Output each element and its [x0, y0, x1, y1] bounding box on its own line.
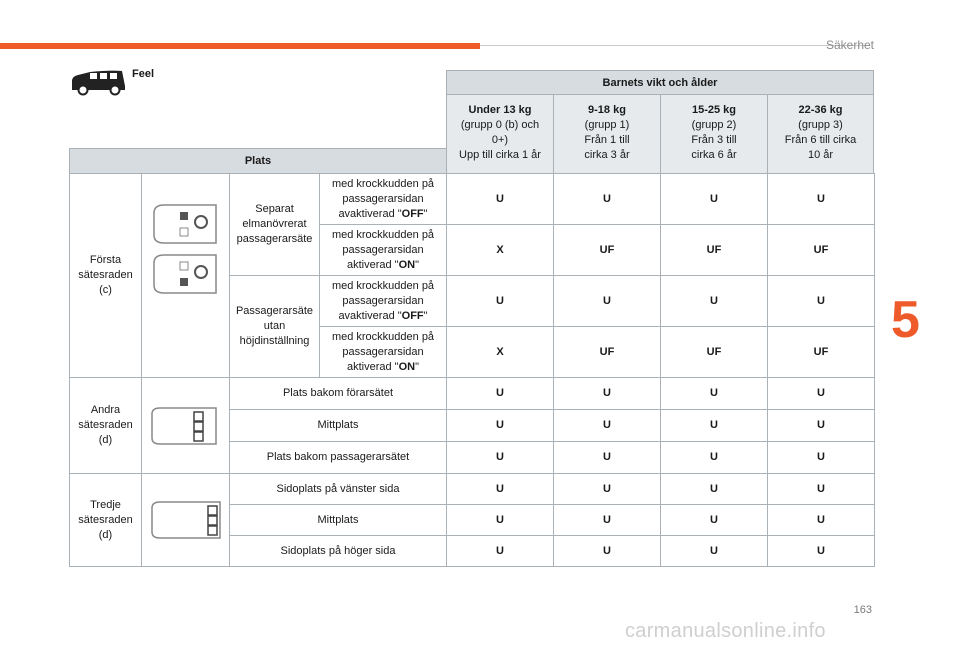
seat-type-electric: Separat elmanövrerat passagerarsäte [230, 174, 320, 276]
car-second-row-icon [146, 404, 226, 448]
page-number: 163 [853, 604, 872, 616]
value-cell: U [554, 474, 661, 505]
value-cell: U [447, 174, 554, 225]
value-cell: U [554, 410, 661, 442]
value-cell: UF [554, 327, 661, 378]
value-cell: U [554, 536, 661, 567]
place-label: Sidoplats på höger sida [230, 536, 447, 567]
value-cell: U [554, 276, 661, 327]
seat-diagram-third [142, 474, 230, 567]
airbag-state: OFF [401, 207, 424, 220]
value-cell: U [768, 505, 875, 536]
airbag-off-label: med krockkudden på passagerarsidan avaktiverad "OFF" [320, 174, 447, 225]
airbag-state: ON [398, 360, 416, 373]
value-cell: U [661, 276, 768, 327]
value-cell: U [447, 442, 554, 474]
place-label: Sidoplats på vänster sida [230, 474, 447, 505]
watermark: carmanualsonline.info [625, 620, 826, 642]
airbag-on-label: med krockkudden på passagerarsidan aktiverad "ON" [320, 327, 447, 378]
value-cell: U [447, 536, 554, 567]
value-cell: U [661, 505, 768, 536]
airbag-state: ON [398, 258, 416, 271]
age-group-2: 15-25 kg (grupp 2) Från 3 till cirka 6 år [660, 94, 768, 174]
seat-type-no-height: Passagerarsäte utan höjdinställning [230, 276, 320, 378]
value-cell: U [661, 442, 768, 474]
value-cell: U [554, 378, 661, 410]
age-group-0: Under 13 kg (grupp 0 (b) och 0+) Upp till cirka 1 år [446, 94, 554, 174]
value-cell: U [768, 174, 875, 225]
group-header: Barnets vikt och ålder [446, 70, 874, 95]
value-cell: U [768, 536, 875, 567]
vehicle-label: Feel [132, 68, 155, 80]
value-cell: U [661, 378, 768, 410]
value-cell: UF [768, 327, 875, 378]
header-rule [480, 45, 870, 46]
value-cell: U [661, 536, 768, 567]
seat-diagram-second [142, 378, 230, 474]
airbag-state: OFF [401, 309, 424, 322]
airbag-on-label: med krockkudden på passagerarsidan aktiverad "ON" [320, 225, 447, 276]
section-title: Säkerhet [825, 38, 874, 52]
value-cell: U [447, 410, 554, 442]
value-cell: X [447, 327, 554, 378]
value-cell: U [447, 474, 554, 505]
child-seat-table [69, 173, 875, 567]
age-group-3: 22-36 kg (grupp 3) Från 6 till cirka 10 år [767, 94, 874, 174]
row-label-first: Första sätesraden (c) [70, 174, 142, 378]
value-cell: U [768, 474, 875, 505]
place-label: Mittplats [230, 410, 447, 442]
value-cell: UF [554, 225, 661, 276]
place-label: Plats bakom passagerarsätet [230, 442, 447, 474]
row-label-second: Andra sätesraden (d) [70, 378, 142, 474]
value-cell: U [768, 442, 875, 474]
value-cell: UF [661, 327, 768, 378]
value-cell: U [554, 442, 661, 474]
car-front-seat-icon [146, 201, 226, 351]
car-third-row-icon [146, 498, 226, 542]
value-cell: U [768, 410, 875, 442]
airbag-off-label: med krockkudden på passagerarsidan avaktiverad "OFF" [320, 276, 447, 327]
value-cell: U [768, 276, 875, 327]
value-cell: U [447, 378, 554, 410]
place-label: Plats bakom förarsätet [230, 378, 447, 410]
value-cell: U [554, 505, 661, 536]
seat-diagram-first [142, 174, 230, 378]
place-header: Plats [69, 148, 447, 174]
value-cell: U [554, 174, 661, 225]
place-label: Mittplats [230, 505, 447, 536]
value-cell: X [447, 225, 554, 276]
value-cell: UF [768, 225, 875, 276]
value-cell: U [661, 174, 768, 225]
row-label-third: Tredje sätesraden (d) [70, 474, 142, 567]
value-cell: U [447, 505, 554, 536]
age-group-1: 9-18 kg (grupp 1) Från 1 till cirka 3 år [553, 94, 661, 174]
value-cell: UF [661, 225, 768, 276]
value-cell: U [447, 276, 554, 327]
value-cell: U [661, 474, 768, 505]
value-cell: U [768, 378, 875, 410]
value-cell: U [661, 410, 768, 442]
chapter-number: 5 [891, 291, 920, 349]
accent-bar [0, 43, 480, 49]
